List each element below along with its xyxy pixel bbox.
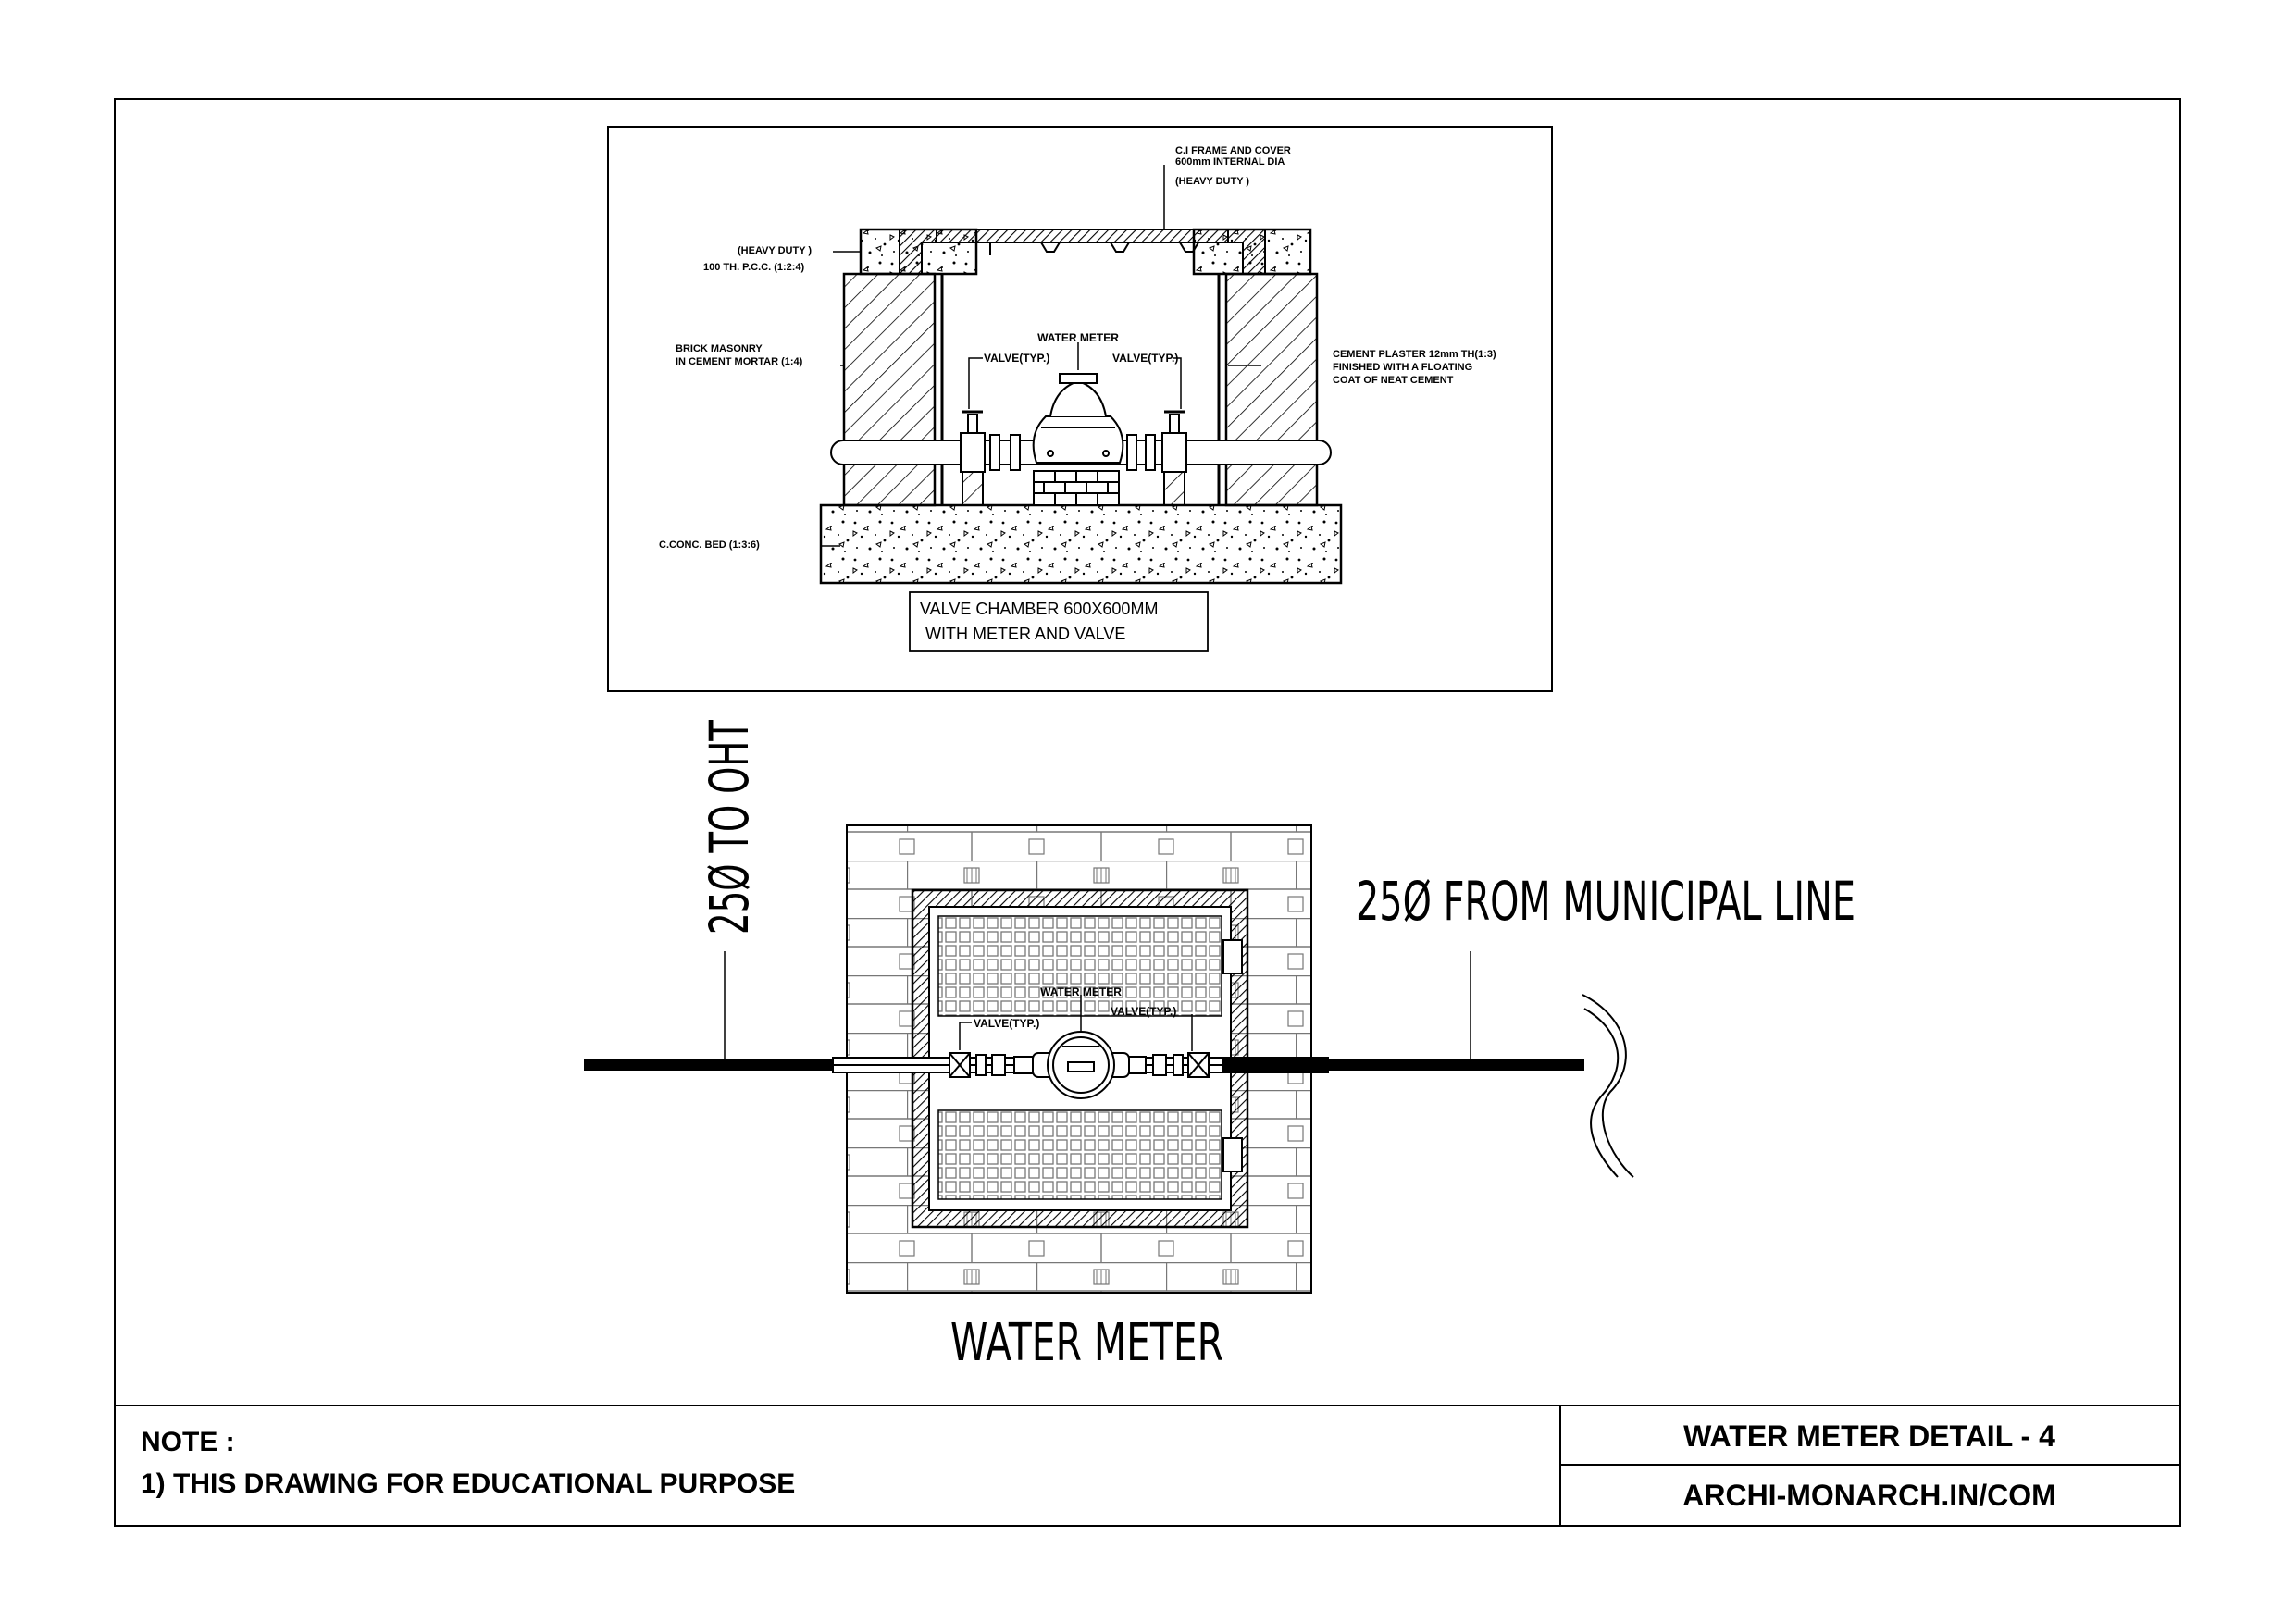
label-pcc-1: (HEAVY DUTY ) — [738, 245, 813, 256]
note-heading: NOTE : — [141, 1427, 235, 1457]
label-frame-cover-2: 600mm INTERNAL DIA — [1175, 156, 1285, 167]
plan-label-valve-left: VALVE(TYP.) — [974, 1017, 1040, 1030]
brick-wall-left — [844, 274, 935, 505]
brick-wall-right — [1226, 274, 1317, 505]
section-water-meter — [1034, 374, 1123, 463]
title-block — [115, 1406, 2180, 1526]
concrete-bed — [821, 505, 1341, 583]
section-view — [608, 127, 1552, 691]
label-bed: C.CONC. BED (1:3:6) — [659, 539, 760, 551]
label-brick-2: IN CEMENT MORTAR (1:4) — [676, 356, 803, 367]
plan-label-water-meter: WATER METER — [1040, 985, 1122, 998]
label-valve-left: VALVE(TYP.) — [984, 352, 1050, 365]
section-caption-1: VALVE CHAMBER 600X600MM — [920, 600, 1159, 618]
label-from-municipal: 25Ø FROM MUNICIPAL LINE — [1356, 870, 1855, 933]
label-plaster-1: CEMENT PLASTER 12mm TH(1:3) — [1333, 349, 1496, 360]
label-to-oht: 25Ø TO OHT — [698, 599, 761, 935]
drawing-title: WATER METER DETAIL - 4 — [1683, 1419, 2055, 1453]
outer-border — [115, 99, 2180, 1526]
section-caption-2: WITH METER AND VALVE — [925, 625, 1126, 643]
label-frame-cover-1: C.I FRAME AND COVER — [1175, 145, 1291, 156]
break-line — [1582, 995, 1633, 1177]
plan-label-valve-right: VALVE(TYP.) — [1111, 1005, 1177, 1018]
plan-grating-bottom — [938, 1110, 1222, 1199]
plan-grating-top — [938, 916, 1222, 1016]
plan-valve-left — [949, 1053, 1033, 1077]
label-valve-right: VALVE(TYP.) — [1112, 352, 1179, 365]
label-brick-1: BRICK MASONRY — [676, 343, 763, 354]
section-valve-left — [961, 412, 1020, 472]
website: ARCHI-MONARCH.IN/COM — [1682, 1479, 2056, 1512]
brick-pedestal — [1034, 471, 1119, 505]
plan-title: WATER METER — [950, 1313, 1223, 1373]
label-frame-cover-3: (HEAVY DUTY ) — [1175, 176, 1250, 187]
label-plaster-2: FINISHED WITH A FLOATING — [1333, 362, 1473, 373]
ci-cover — [937, 229, 1228, 242]
label-plaster-3: COAT OF NEAT CEMENT — [1333, 375, 1454, 386]
label-pcc-2: 100 TH. P.C.C. (1:2:4) — [703, 262, 805, 273]
label-water-meter: WATER METER — [1037, 331, 1119, 344]
note-1: 1) THIS DRAWING FOR EDUCATIONAL PURPOSE — [141, 1468, 796, 1499]
